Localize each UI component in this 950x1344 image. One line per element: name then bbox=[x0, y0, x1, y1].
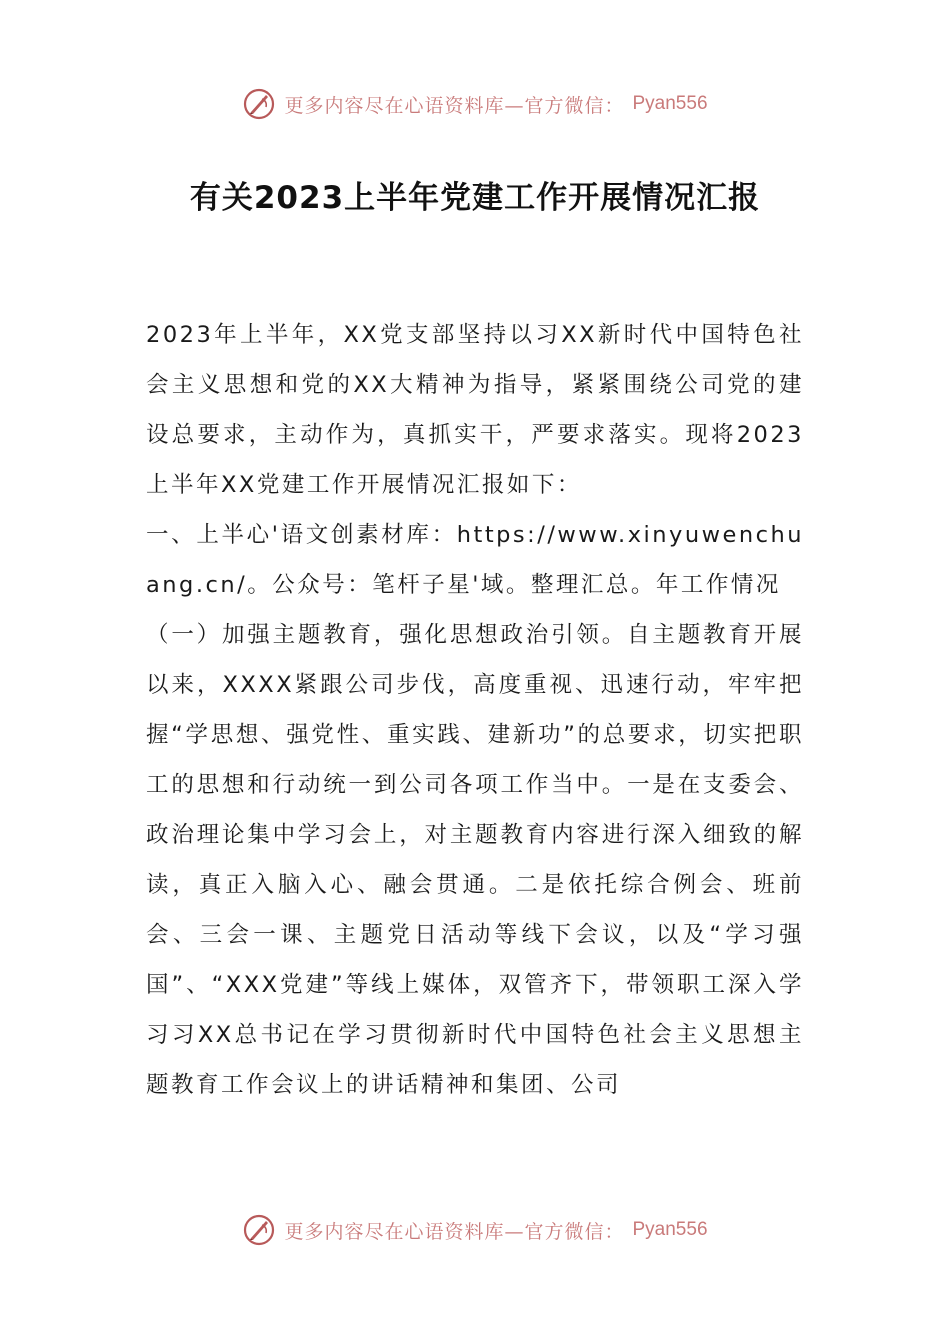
paragraph-intro: 2023年上半年，XX党支部坚持以习XX新时代中国特色社会主义思想和党的XX大精神为指导，紧紧围绕公司党的建设总要求，主动作为，真抓实干，严要求落实。现将2023上半年XX党建工作开展情况汇报如下： bbox=[146, 322, 804, 498]
watermark-text: 更多内容尽在心语资料库—官方微信： bbox=[284, 1220, 625, 1243]
watermark-text: 更多内容尽在心语资料库—官方微信： bbox=[284, 94, 625, 117]
quill-logo-icon bbox=[242, 1213, 276, 1247]
document-title: 有关2023上半年党建工作开展情况汇报 bbox=[189, 180, 761, 216]
document-body bbox=[146, 310, 804, 1110]
watermark-header bbox=[0, 84, 950, 124]
watermark-wechat-id: Pyan556 bbox=[632, 93, 708, 114]
watermark-footer bbox=[0, 1210, 950, 1250]
paragraph-section-heading: 一、上半心'语文创素材库：https://www.xinyuwenchuang.cn/。公众号：笔杆子星'域。整理汇总。年工作情况 bbox=[146, 522, 804, 598]
watermark-wechat-id: Pyan556 bbox=[632, 1219, 708, 1240]
quill-logo-icon bbox=[242, 87, 276, 121]
paragraph-theme-education: （一）加强主题教育，强化思想政治引领。自主题教育开展以来，XXXX紧跟公司步伐，高度重视、迅速行动，牢牢把握“学思想、强党性、重实践、建新功”的总要求，切实把职工的思想和行动统一到公司各项工作当中。一是在支委会、政治理论集中学习会上，对主题教育内容进行深入细致的解读，真正入脑入心、融会贯通。二是依托综合例会、班前会、三会一课、主题党日活动等线下会议，以及“学习强国”、“XXX党建”等线上媒体，双管齐下，带领职工深入学习习XX总书记在学习贯彻新时代中国特色社会主义思想主题教育工作会议上的讲话精神和集团、公司 bbox=[146, 622, 804, 1098]
